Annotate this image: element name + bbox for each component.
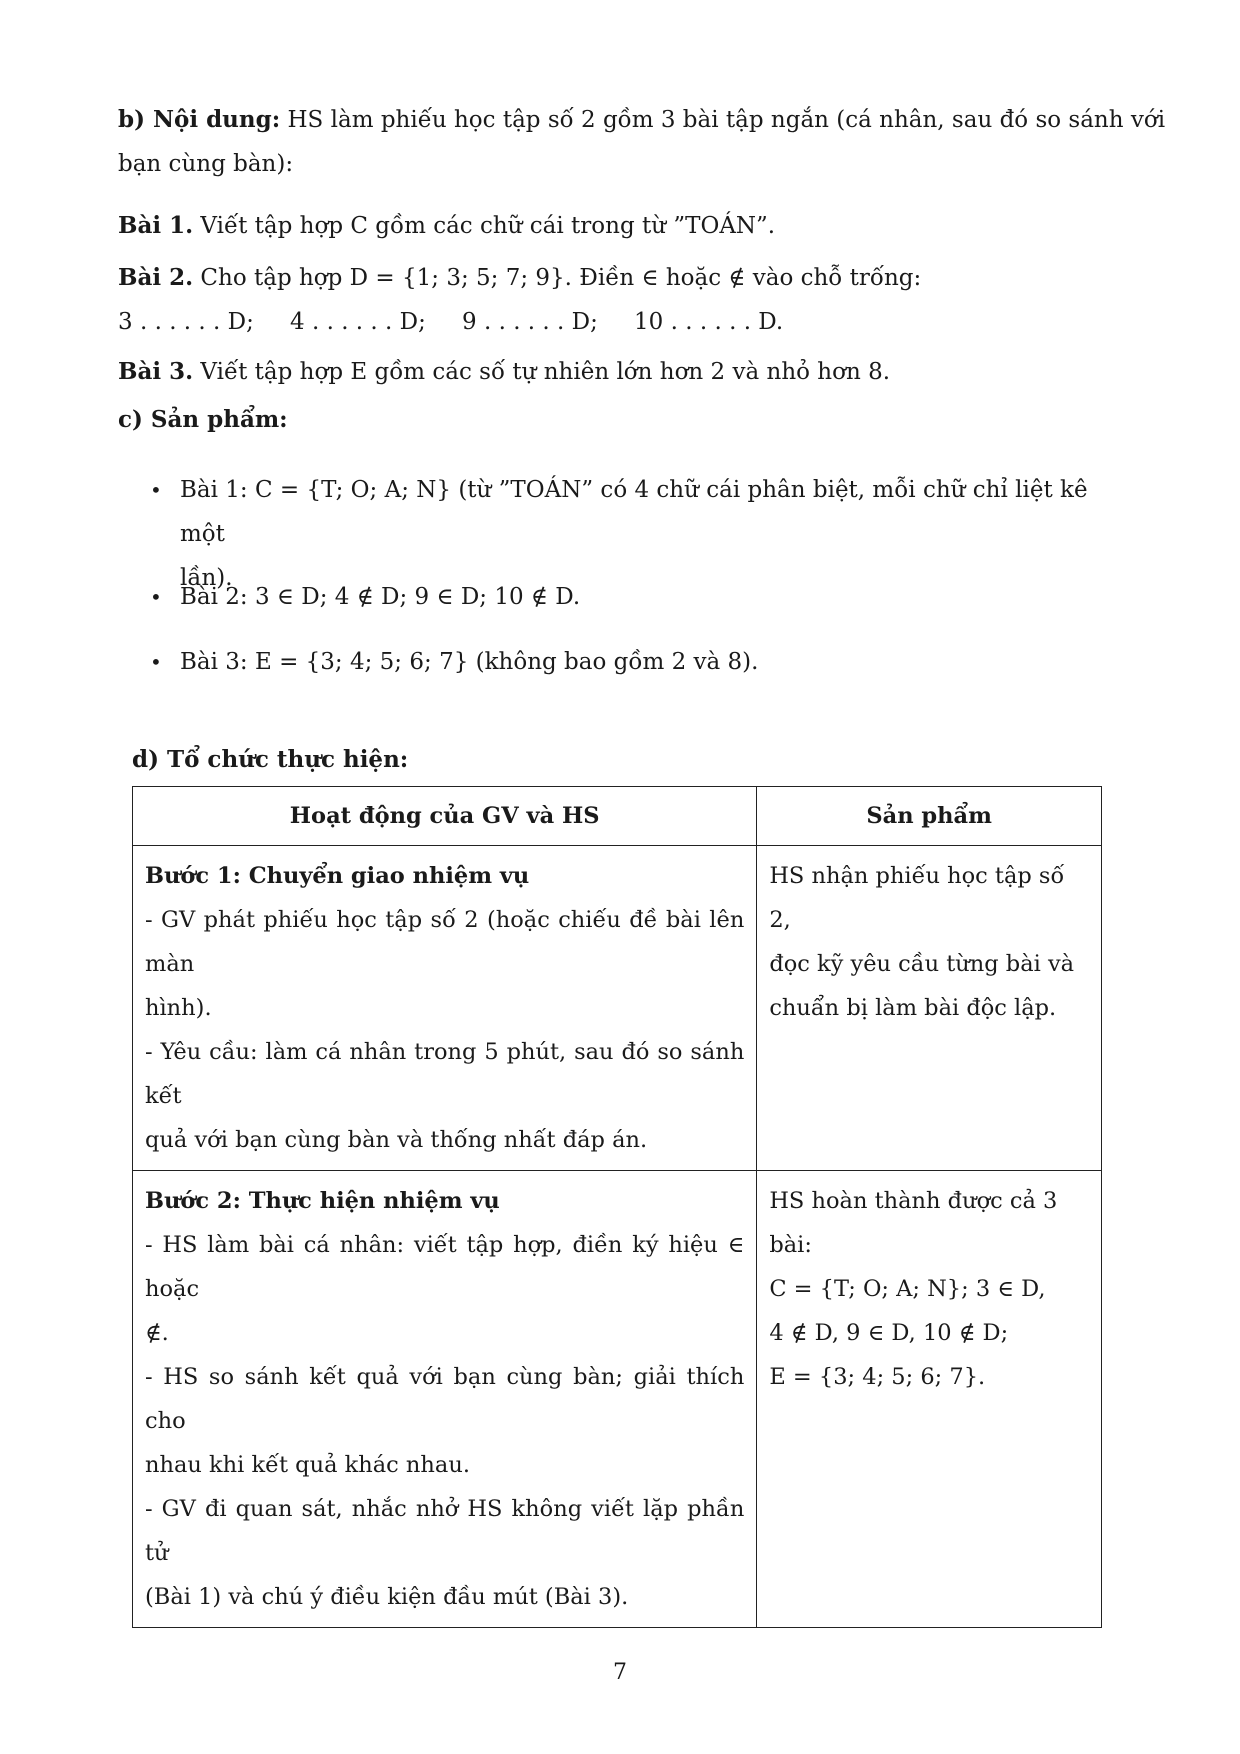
section-b-line1 xyxy=(118,98,1166,142)
table-row xyxy=(133,1171,1102,1628)
product-item-1-line1: Bài 1: C = {T; O; A; N} (từ ”TOÁN” có 4 chữ cái phân biệt, mỗi chữ chỉ liệt kê một xyxy=(180,477,1088,547)
section-b-label: b) Nội dung: xyxy=(118,106,281,133)
blank-10: 10 . . . . . . D. xyxy=(634,309,784,335)
activity-line: - Yêu cầu: làm cá nhân trong 5 phút, sau đó so sánh kết xyxy=(145,1039,745,1109)
activity-line: - HS so sánh kết quả với bạn cùng bàn; giải thích cho xyxy=(145,1364,745,1434)
product-line: đọc kỹ yêu cầu từng bài và xyxy=(769,951,1075,977)
table-header-activity: Hoạt động của GV và HS xyxy=(133,787,757,846)
activity-line: hình). xyxy=(145,995,212,1021)
exercise-1 xyxy=(118,204,1122,248)
exercise-2 xyxy=(118,256,1122,300)
bullet-icon: • xyxy=(150,478,162,502)
bullet-icon: • xyxy=(150,650,162,674)
exercise-3 xyxy=(118,350,1122,394)
blank-9: 9 . . . . . . D; xyxy=(462,309,598,335)
product-line: HS hoàn thành được cả 3 bài: xyxy=(769,1188,1058,1258)
product-line: 4 ∉ D, 9 ∈ D, 10 ∉ D; xyxy=(769,1320,1009,1346)
step-title: Bước 1: Chuyển giao nhiệm vụ xyxy=(145,863,530,889)
table-row xyxy=(133,846,1102,1171)
product-line: chuẩn bị làm bài độc lập. xyxy=(769,995,1057,1021)
exercise-2-label: Bài 2. xyxy=(118,264,194,291)
table-header-product: Sản phẩm xyxy=(757,787,1102,846)
exercise-2-text: Cho tập hợp D = {1; 3; 5; 7; 9}. Điền ∈ hoặc ∉ vào chỗ trống: xyxy=(193,265,922,291)
activity-line: (Bài 1) và chú ý điều kiện đầu mút (Bài 3). xyxy=(145,1584,629,1610)
table-cell-activity xyxy=(133,1171,757,1628)
page-number: 7 xyxy=(613,1660,627,1685)
product-line: HS nhận phiếu học tập số 2, xyxy=(769,863,1065,933)
section-c-label: c) Sản phẩm: xyxy=(118,406,288,433)
activity-line: ∉. xyxy=(145,1320,169,1346)
activity-table xyxy=(132,786,1102,1628)
table-header-row xyxy=(133,787,1102,846)
exercise-3-text: Viết tập hợp E gồm các số tự nhiên lớn hơn 2 và nhỏ hơn 8. xyxy=(193,359,891,385)
blank-4: 4 . . . . . . D; xyxy=(290,309,426,335)
table-cell-activity xyxy=(133,846,757,1171)
product-line: E = {3; 4; 5; 6; 7}. xyxy=(769,1364,986,1390)
bullet-icon: • xyxy=(150,585,162,609)
product-item-1-line2: lần). xyxy=(180,565,233,591)
section-b-line2: bạn cùng bàn): xyxy=(118,151,294,177)
table-cell-product xyxy=(757,1171,1102,1628)
section-b-text: HS làm phiếu học tập số 2 gồm 3 bài tập ngắn (cá nhân, sau đó so sánh với xyxy=(280,107,1166,133)
blank-3: 3 . . . . . . D; xyxy=(118,309,254,335)
product-line: C = {T; O; A; N}; 3 ∈ D, xyxy=(769,1276,1046,1302)
exercise-1-label: Bài 1. xyxy=(118,212,194,239)
activity-line: - GV đi quan sát, nhắc nhở HS không viết lặp phần tử xyxy=(145,1496,745,1566)
exercise-1-text: Viết tập hợp C gồm các chữ cái trong từ ”TOÁN”. xyxy=(193,213,776,239)
section-d-label: d) Tổ chức thực hiện: xyxy=(132,746,409,773)
activity-line: - GV phát phiếu học tập số 2 (hoặc chiếu đề bài lên màn xyxy=(145,907,745,977)
activity-line: quả với bạn cùng bàn và thống nhất đáp án. xyxy=(145,1127,648,1153)
exercise-2-blanks xyxy=(118,300,1122,344)
activity-line: - HS làm bài cá nhân: viết tập hợp, điền ký hiệu ∈ hoặc xyxy=(145,1232,745,1302)
activity-line: nhau khi kết quả khác nhau. xyxy=(145,1452,470,1478)
exercise-3-label: Bài 3. xyxy=(118,358,194,385)
product-item-2: Bài 2: 3 ∈ D; 4 ∉ D; 9 ∈ D; 10 ∉ D. xyxy=(180,584,581,610)
product-item-3: Bài 3: E = {3; 4; 5; 6; 7} (không bao gồm 2 và 8). xyxy=(180,649,759,675)
step-title: Bước 2: Thực hiện nhiệm vụ xyxy=(145,1188,500,1214)
table-cell-product xyxy=(757,846,1102,1171)
